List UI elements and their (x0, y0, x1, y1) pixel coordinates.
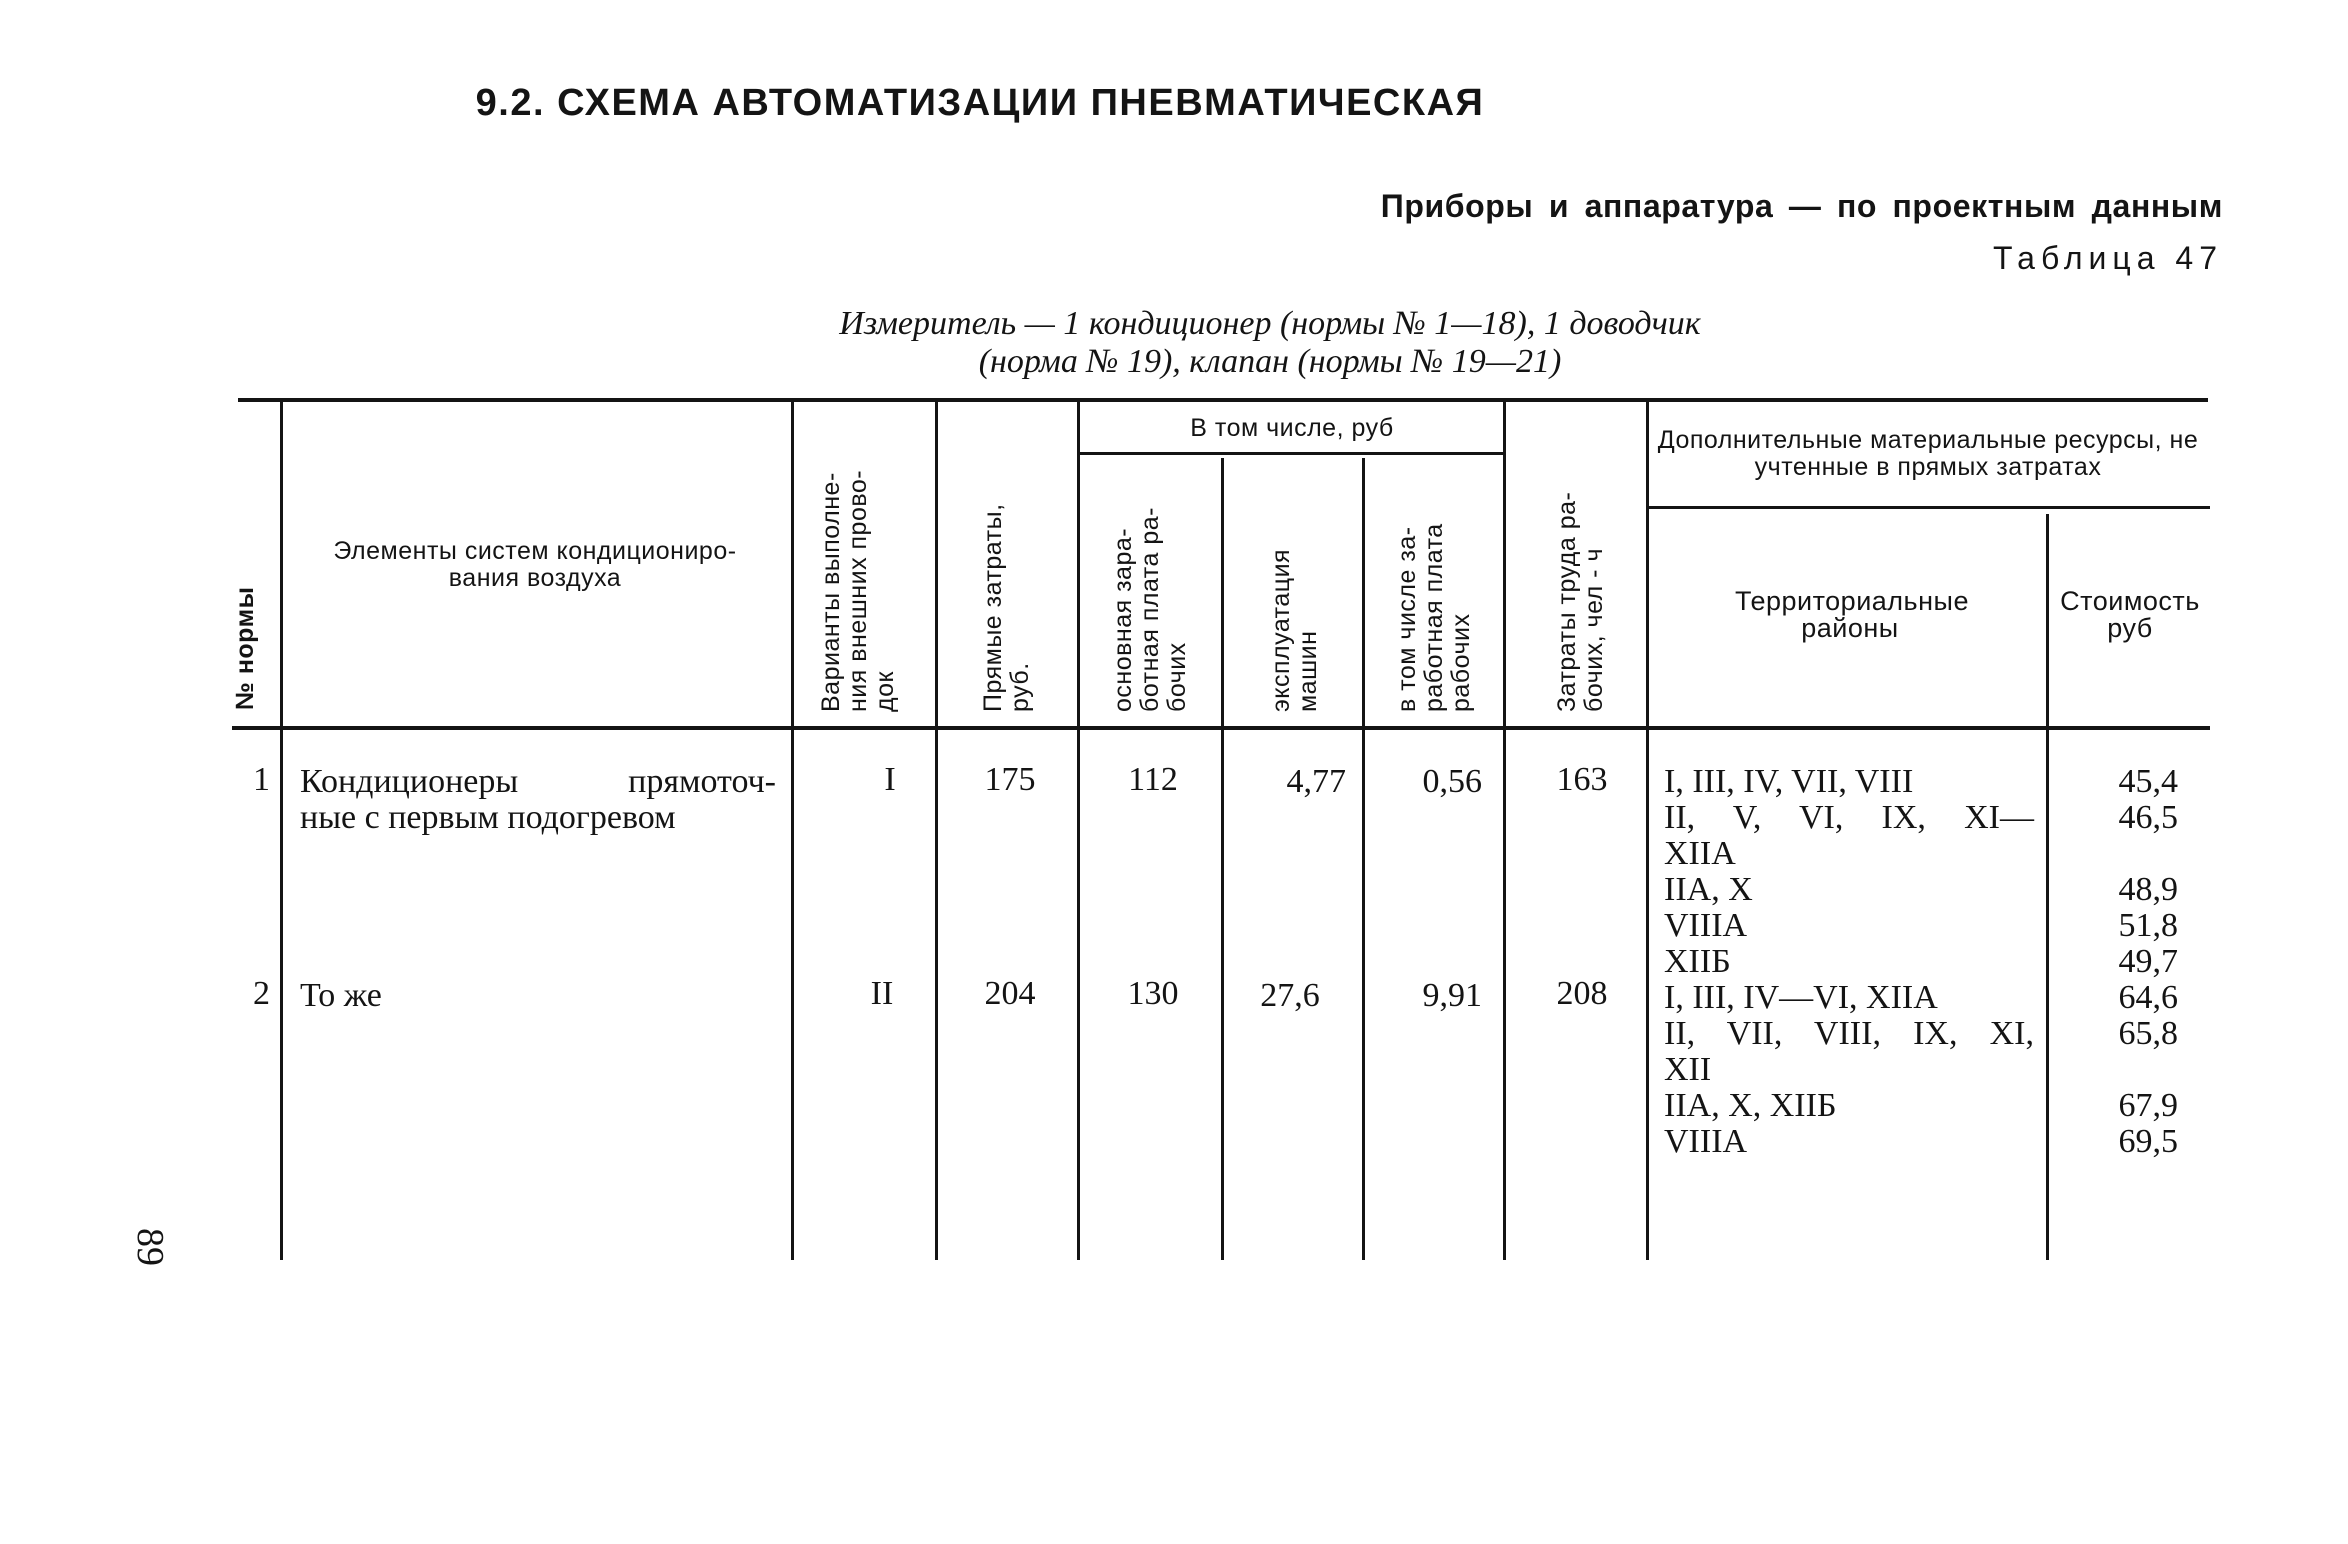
row-1-direct: 175 (984, 761, 1036, 798)
row-2-region-5: VIIIA (1664, 1123, 1748, 1160)
row-2-machines: 27,6 (1260, 977, 1320, 1014)
row-1-region-4: IIA, X (1664, 871, 1753, 908)
row-1-incl-wage: 0,56 (1422, 763, 1482, 800)
header-machine-operation-line-1: эксплуатация (1267, 548, 1295, 712)
top-rule (238, 398, 2208, 402)
row-1-region-6: XIIБ (1664, 943, 1731, 980)
row-1-cost-2: 46,5 (2118, 799, 2178, 836)
table-label: Таблица 47 (1993, 240, 2223, 276)
row-1-region-5: VIIIA (1664, 907, 1748, 944)
header-norm-no-text: № нормы (231, 586, 259, 710)
header-direct-costs-line-1: Прямые затраты, (979, 503, 1007, 712)
measure-line-1: Измеритель — 1 кондиционер (нормы № 1—18), 1 доводчик (839, 305, 1701, 342)
row-1-norm-no: 1 (253, 761, 270, 798)
header-variants-line-1: Варианты выполне- (817, 472, 845, 712)
row-1-element-line-1 (300, 764, 776, 800)
header-machine-operation-line-2: машин (1294, 630, 1322, 712)
header-incl-wage-line-2: работная плата (1420, 523, 1448, 712)
header-labor-line-2: бочих, чел - ч (1580, 548, 1608, 712)
row-1-element-line-2: ные с первым подогревом (300, 799, 676, 836)
row-2-variant: II (870, 975, 894, 1012)
header-basic-wage-line-3: бочих (1163, 642, 1191, 712)
row-1-labor: 163 (1556, 761, 1608, 798)
row-2-region-4: IIA, X, XIIБ (1664, 1087, 1837, 1124)
header-territorial (1660, 580, 2040, 650)
header-additional-text: Дополнительные материальные ресурсы, не учтенные в прямых затратах (1657, 426, 2199, 481)
header-incl-wage-line-3: рабочих (1447, 613, 1475, 712)
col-divider-2 (791, 400, 794, 1260)
header-elements (300, 520, 770, 610)
row-1-cost-1: 45,4 (2118, 763, 2178, 800)
row-2-region-2 (1664, 1016, 2034, 1052)
row-1-basic: 112 (1128, 761, 1178, 798)
measure-line-2: (норма № 19), клапан (нормы № 19—21) (978, 343, 1562, 380)
row-2-cost-5: 69,5 (2118, 1123, 2178, 1160)
row-2-region-3: XII (1664, 1051, 1712, 1088)
header-incl-wage (1394, 523, 1475, 712)
header-incl-group (1080, 408, 1504, 448)
row-2-cost-1: 64,6 (2118, 979, 2178, 1016)
row-2-direct: 204 (984, 975, 1036, 1012)
row-2-region-1: I, III, IV—VI, XIIA (1664, 979, 1938, 1016)
row-2-norm-no: 2 (253, 975, 270, 1012)
page-number: 89 (129, 1228, 171, 1266)
header-variants-line-3: док (871, 671, 899, 712)
header-additional (1652, 406, 2204, 502)
row-1-cost-6: 49,7 (2118, 943, 2178, 980)
row-1-region-1: I, III, IV, VII, VIII (1664, 763, 1914, 800)
row-1-cost-5: 51,8 (2118, 907, 2178, 944)
header-direct-costs-line-2: руб. (1006, 662, 1034, 712)
header-territorial-text: Территориальные районы (1735, 586, 1969, 643)
header-variants-line-2: ния внешних прово- (844, 469, 872, 712)
row-2-labor: 208 (1556, 975, 1608, 1012)
row-2-cost-2: 65,8 (2118, 1015, 2178, 1052)
header-direct-costs (980, 503, 1034, 712)
row-1-element-text: Кондиционеры прямоточ- (300, 763, 776, 800)
header-cost-text: Стоимость руб (2060, 586, 2200, 643)
incl-group-rule (1079, 452, 1505, 455)
header-variants (818, 470, 899, 712)
header-machine-operation (1268, 549, 1322, 712)
col-divider-4 (1077, 400, 1080, 1260)
header-incl-group-text: В том числе, руб (1190, 413, 1394, 442)
row-1-region-3: XIIA (1664, 835, 1736, 872)
measure-caption (600, 305, 1940, 381)
col-divider-1 (280, 400, 283, 1260)
additional-group-rule (1648, 506, 2210, 509)
section-title: 9.2. СХЕМА АВТОМАТИЗАЦИИ ПНЕВМАТИЧЕСКАЯ (475, 82, 1485, 124)
header-labor-line-1: Затраты труда ра- (1553, 491, 1581, 712)
header-basic-wage (1110, 507, 1191, 712)
row-1-variant: I (884, 761, 896, 798)
header-basic-wage-line-2: ботная плата ра- (1136, 507, 1164, 712)
instruments-note: Приборы и аппаратура — по проектным данным (1380, 188, 2223, 224)
header-labor (1554, 492, 1608, 712)
row-1-cost-4: 48,9 (2118, 871, 2178, 908)
col-divider-9 (2046, 514, 2049, 1260)
header-cost (2050, 580, 2210, 650)
row-2-incl-wage: 9,91 (1422, 977, 1482, 1014)
row-1-region-2 (1664, 800, 2034, 836)
row-2-region-2-text: II, VII, VIII, IX, XI, (1664, 1015, 2034, 1052)
row-2-cost-4: 67,9 (2118, 1087, 2178, 1124)
header-norm-no (232, 587, 259, 710)
header-elements-text: Элементы систем кондициониро-вания воздуха (333, 537, 737, 592)
col-divider-3 (935, 400, 938, 1260)
col-divider-5 (1221, 458, 1224, 1260)
header-basic-wage-line-1: основная зара- (1109, 527, 1137, 712)
col-divider-7 (1503, 400, 1506, 1260)
row-1-region-2-text: II, V, VI, IX, XI— (1664, 799, 2034, 836)
header-incl-wage-line-1: в том числе за- (1393, 526, 1421, 712)
row-2-element-line-1: То же (300, 977, 382, 1014)
row-1-machines: 4,77 (1286, 763, 1346, 800)
col-divider-8 (1646, 400, 1649, 1260)
col-divider-6 (1362, 458, 1365, 1260)
row-2-basic: 130 (1127, 975, 1179, 1012)
